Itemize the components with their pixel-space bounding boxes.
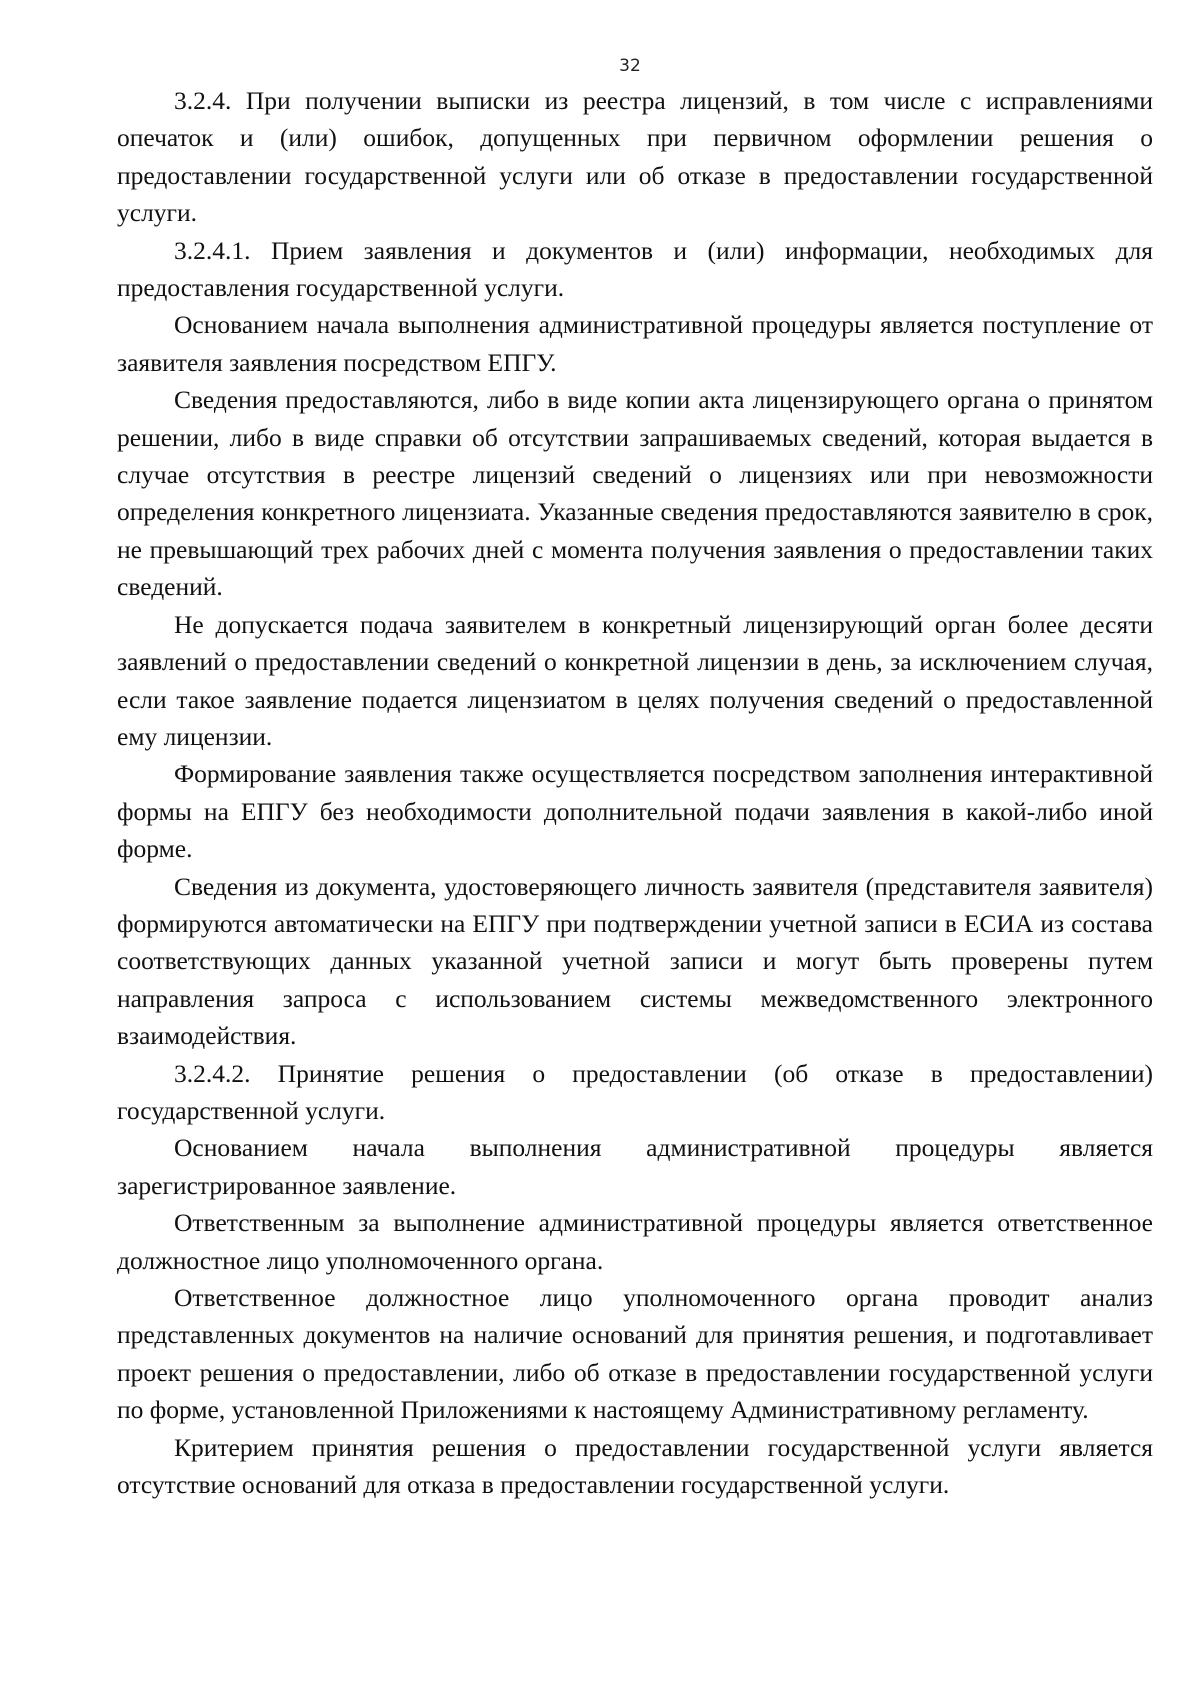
paragraph: Ответственным за выполнение административной процедуры является ответственное должностное лицо уполномоченного органа.: [117, 1208, 1153, 1275]
paragraph: Сведения из документа, удостоверяющего личность заявителя (представителя заявителя) формируются автоматически на ЕПГУ при подтверждении учетной записи в ЕСИА из состава соответствующих данных указанной учетной записи и могут быть проверены путем направления запроса с использованием системы межведомственного электронного взаимодействия.: [117, 871, 1153, 1051]
page-number: 32: [619, 56, 641, 76]
paragraph-3-2-4-1: 3.2.4.1. Прием заявления и документов и (или) информации, необходимых для предоставления государственной услуги.: [117, 235, 1153, 303]
paragraph-3-2-4-2: 3.2.4.2. Принятие решения о предоставлении (об отказе в предоставлении) государственной услуги.: [117, 1058, 1153, 1125]
document-body: [117, 82, 1153, 1503]
paragraph: Ответственное должностное лицо уполномоченного органа проводит анализ представленных документов на наличие оснований для принятия решения, и подготавливает проект решения о предоставлении, либо об отказе в предоставлении государственной услуги по форме, установленной Приложениями к настоящему Административному регламенту.: [117, 1283, 1153, 1425]
paragraph: Не допускается подача заявителем в конкретный лицензирующий орган более десяти заявлений о предоставлении сведений о конкретной лицензии в день, за исключением случая, если такое заявление подается лицензиатом в целях получения сведений о предоставленной ему лицензии.: [117, 609, 1153, 751]
paragraph: Основанием начала выполнения административной процедуры является зарегистрированное заявление.: [117, 1133, 1153, 1200]
paragraph: Формирование заявления также осуществляется посредством заполнения интерактивной формы на ЕПГУ без необходимости дополнительной подачи заявления в какой-либо иной форме.: [117, 759, 1153, 864]
paragraph: Сведения предоставляются, либо в виде копии акта лицензирующего органа о принятом решении, либо в виде справки об отсутствии запрашиваемых сведений, которая выдается в случае отсутствия в реестре лицензий сведений о лицензиях или при невозможности определения конкретного лицензиата. Указанные сведения предоставляются заявителю в срок, не превышающий трех рабочих дней с момента получения заявления о предоставлении таких сведений.: [117, 385, 1153, 602]
paragraph: Критерием принятия решения о предоставлении государственной услуги является отсутствие оснований для отказа в предоставлении государственной услуги.: [117, 1432, 1153, 1500]
paragraph: Основанием начала выполнения административной процедуры является поступление от заявителя заявления посредством ЕПГУ.: [117, 310, 1153, 377]
paragraph-3-2-4: 3.2.4. При получении выписки из реестра лицензий, в том числе с исправлениями опечаток и (или) ошибок, допущенных при первичном оформлении решения о предоставлении государственной услуги или об отказе в предоставлении государственной услуги.: [117, 86, 1153, 228]
